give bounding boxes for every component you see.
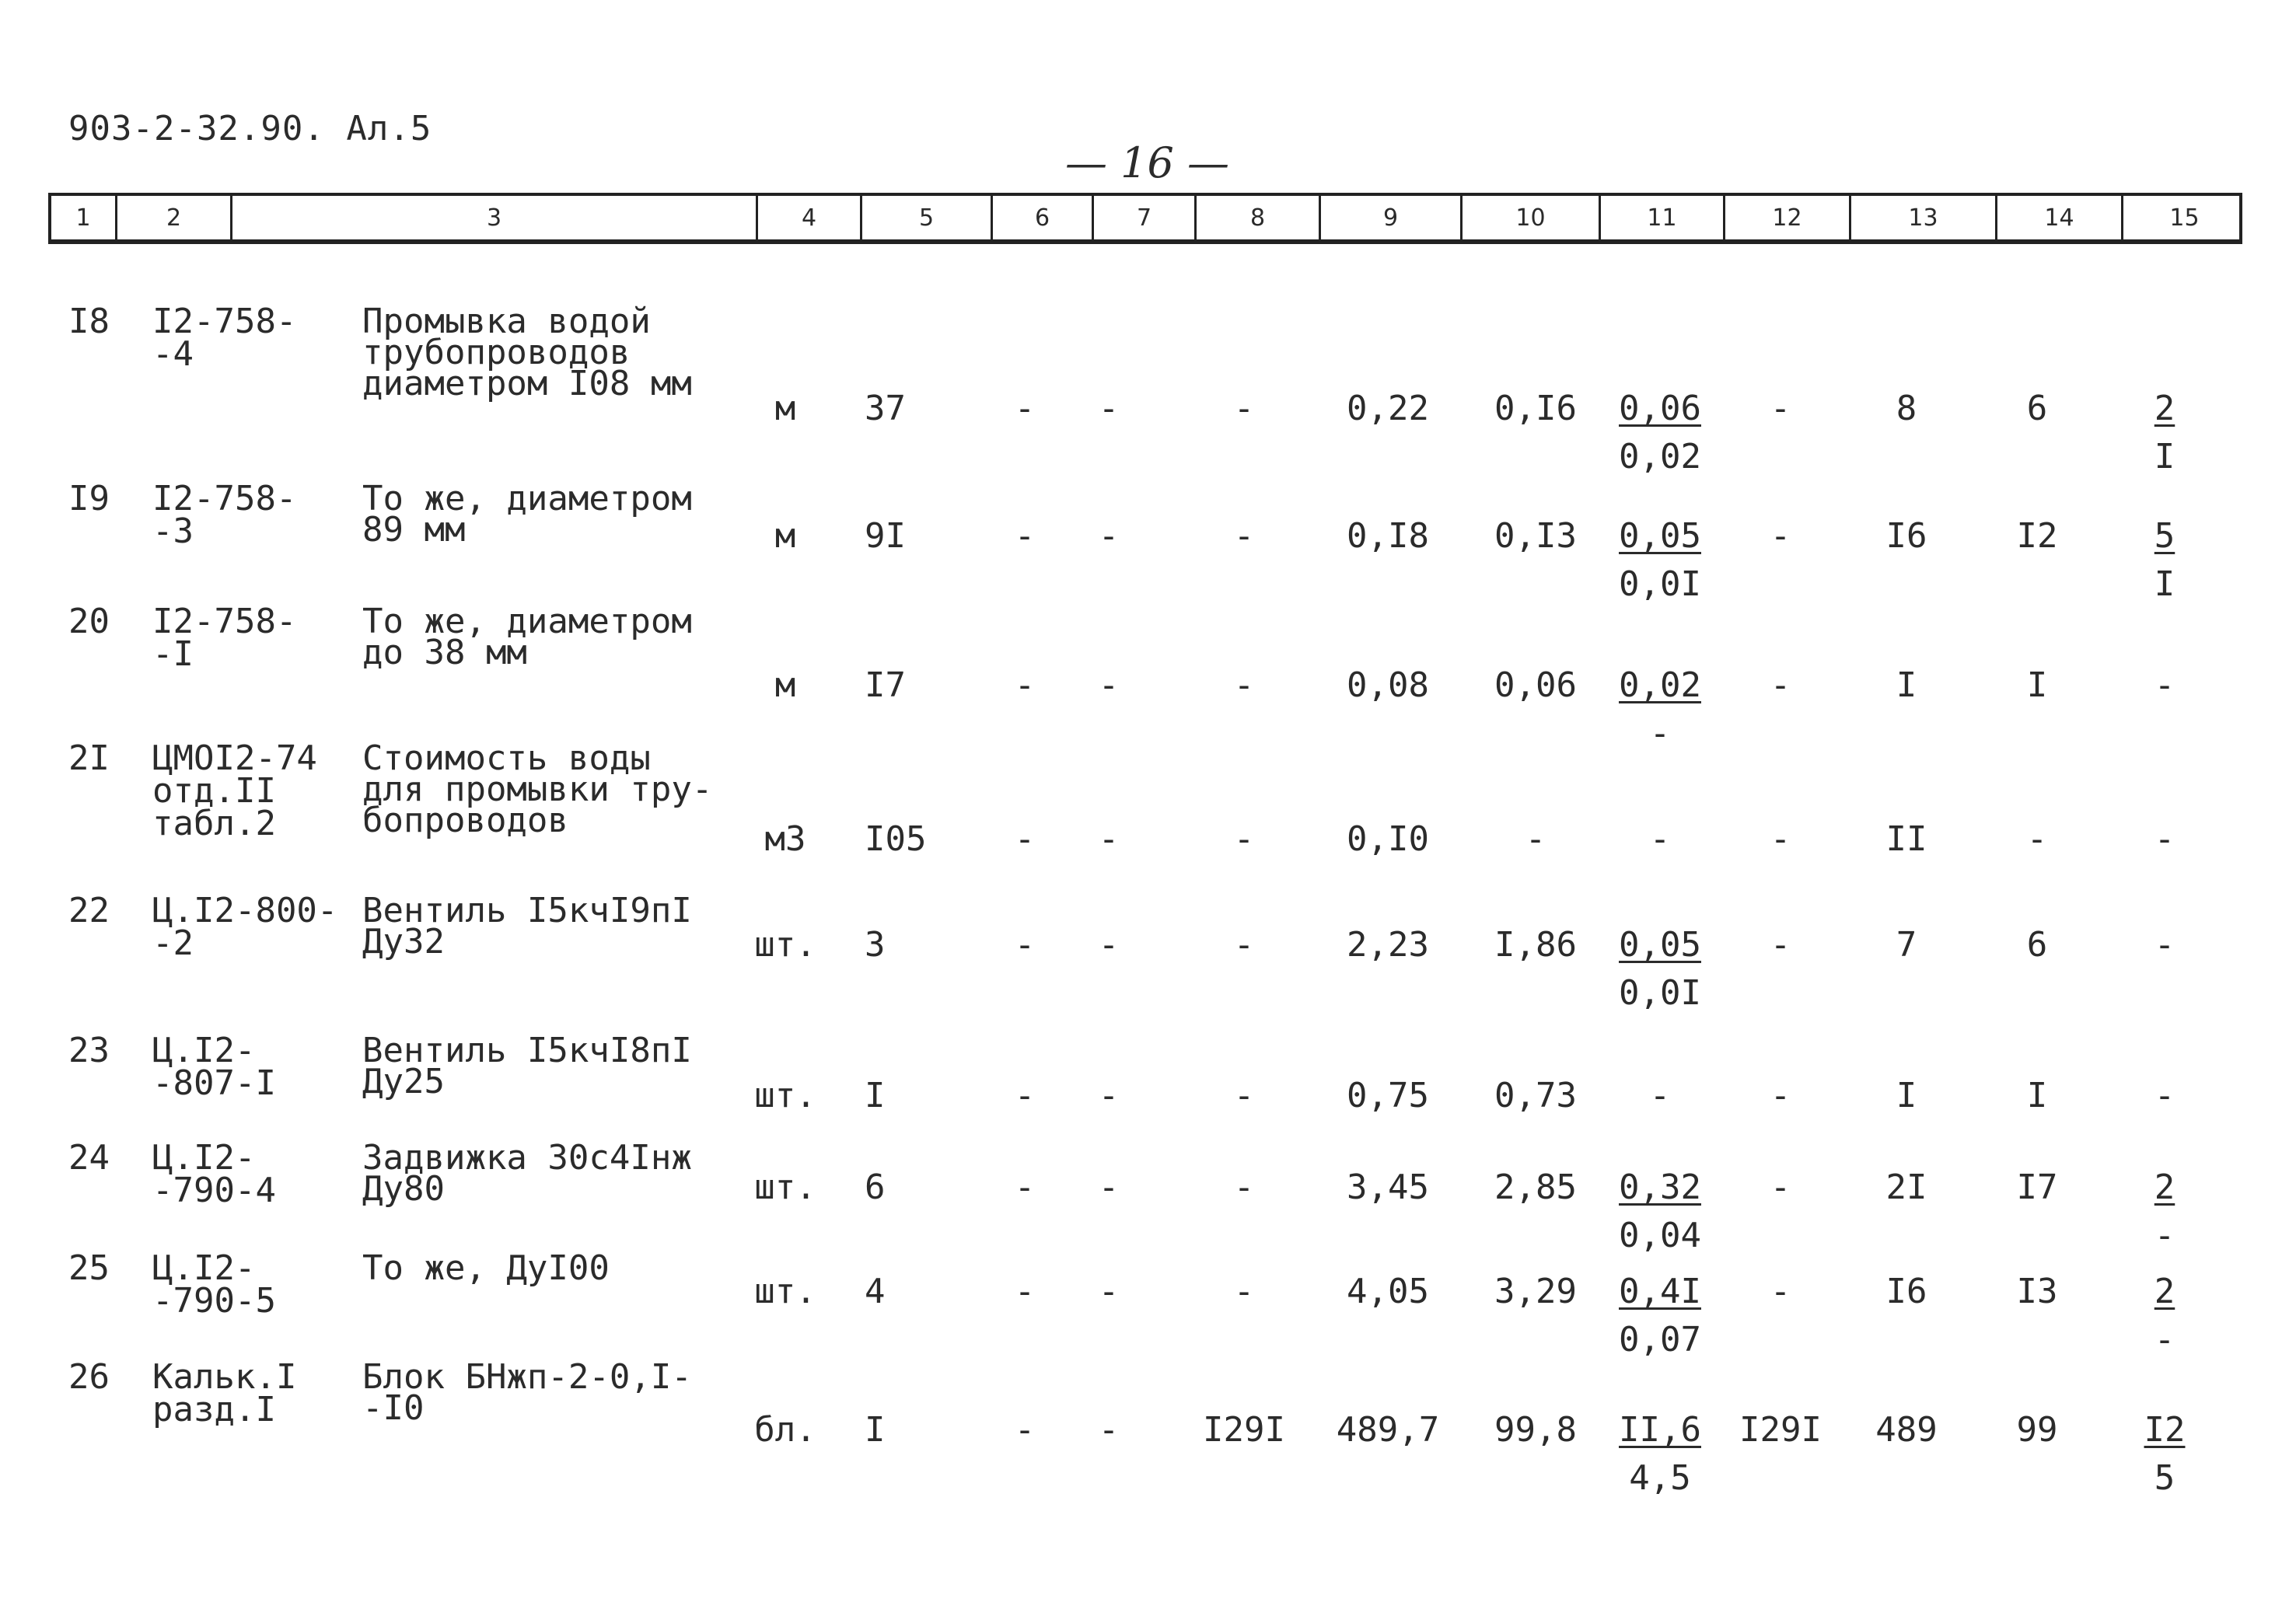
quantity-cell: I	[865, 1076, 886, 1115]
col11-cell: 0,4I	[1619, 1272, 1701, 1311]
col7-cell: -	[1098, 1167, 1120, 1207]
item-code: -807-I	[152, 1063, 276, 1103]
col8-cell: -	[1233, 1076, 1255, 1115]
col9-cell: 0,75	[1347, 1076, 1429, 1115]
column-header-3: 3	[230, 196, 756, 239]
col13-cell: I	[1896, 1076, 1917, 1115]
col9-cell: 0,I0	[1347, 819, 1429, 859]
item-name: 89 мм	[362, 510, 466, 550]
col15-cell: 5	[2154, 516, 2175, 556]
item-code: -790-5	[152, 1281, 276, 1321]
col9-cell: 0,22	[1347, 389, 1429, 428]
col7-cell: -	[1098, 1272, 1120, 1311]
col8-cell: -	[1233, 925, 1255, 965]
item-code: Ц.I2-	[152, 1248, 256, 1288]
col6-cell: -	[1014, 1410, 1036, 1450]
col11-cell-lower: 0,04	[1619, 1216, 1701, 1255]
col10-cell: 99,8	[1494, 1410, 1577, 1450]
col9-cell: 489,7	[1336, 1410, 1440, 1450]
quantity-cell: 9I	[865, 516, 906, 556]
col7-cell: -	[1098, 925, 1120, 965]
column-header-5: 5	[860, 196, 991, 239]
item-code: -790-4	[152, 1171, 276, 1210]
item-code: I2-758-	[152, 602, 297, 641]
unit-cell: шт.	[754, 1272, 816, 1311]
col13-cell: 2I	[1885, 1167, 1927, 1207]
col12-cell: -	[1770, 665, 1791, 705]
item-name: бопроводов	[362, 801, 568, 840]
item-code: Ц.I2-	[152, 1031, 256, 1070]
unit-cell: шт.	[754, 1076, 816, 1115]
col14-cell: I7	[2016, 1167, 2058, 1207]
item-code: -4	[152, 334, 194, 374]
col9-cell: 4,05	[1347, 1272, 1429, 1311]
col15-cell: -	[2154, 925, 2175, 965]
item-name: То же, диаметром	[362, 479, 692, 518]
item-code: -3	[152, 511, 194, 551]
col12-cell: -	[1770, 516, 1791, 556]
item-code: I2-758-	[152, 302, 297, 341]
col9-cell: 3,45	[1347, 1167, 1429, 1207]
row-number: 23	[68, 1031, 110, 1070]
col10-cell: 3,29	[1494, 1272, 1577, 1311]
col6-cell: -	[1014, 1167, 1036, 1207]
column-header-12: 12	[1723, 196, 1849, 239]
col9-cell: 0,I8	[1347, 516, 1429, 556]
column-header-2: 2	[115, 196, 230, 239]
quantity-cell: 37	[865, 389, 906, 428]
col15-cell: 2	[2154, 1167, 2175, 1207]
col14-cell: I2	[2016, 516, 2058, 556]
col12-cell: -	[1770, 1076, 1791, 1115]
quantity-cell: I	[865, 1410, 886, 1450]
col13-cell: 489	[1875, 1410, 1938, 1450]
unit-cell: шт.	[754, 925, 816, 965]
col8-cell: -	[1233, 665, 1255, 705]
col15-cell-lower: I	[2154, 564, 2175, 604]
col7-cell: -	[1098, 1410, 1120, 1450]
item-code: -2	[152, 923, 194, 963]
col8-cell: -	[1233, 1167, 1255, 1207]
col6-cell: -	[1014, 516, 1036, 556]
item-code: ЦМОI2-74	[152, 738, 317, 778]
item-code: Кальк.I	[152, 1357, 297, 1397]
col13-cell: II	[1885, 819, 1927, 859]
item-code: Ц.I2-	[152, 1138, 256, 1178]
col8-cell: -	[1233, 819, 1255, 859]
item-code: разд.I	[152, 1390, 276, 1429]
col6-cell: -	[1014, 1076, 1036, 1115]
col11-cell: 0,06	[1619, 389, 1701, 428]
col11-cell: 0,05	[1619, 925, 1701, 965]
col12-cell: -	[1770, 1167, 1791, 1207]
item-name: диаметром I08 мм	[362, 364, 692, 403]
column-header-9: 9	[1319, 196, 1460, 239]
column-header-7: 7	[1092, 196, 1194, 239]
col6-cell: -	[1014, 925, 1036, 965]
col12-cell: -	[1770, 925, 1791, 965]
col8-cell: -	[1233, 1272, 1255, 1311]
col11-cell-lower: 0,07	[1619, 1320, 1701, 1359]
item-name: Задвижка 30с4Iнж	[362, 1138, 692, 1178]
col11-cell-lower: 0,0I	[1619, 564, 1701, 604]
column-header-10: 10	[1460, 196, 1599, 239]
item-code: I2-758-	[152, 479, 297, 518]
col10-cell: I,86	[1494, 925, 1577, 965]
col7-cell: -	[1098, 516, 1120, 556]
quantity-cell: I7	[865, 665, 906, 705]
quantity-cell: 4	[865, 1272, 886, 1311]
unit-cell: шт.	[754, 1167, 816, 1207]
row-number: 22	[68, 891, 110, 930]
item-code: отд.II	[152, 771, 276, 811]
col10-cell: -	[1525, 819, 1546, 859]
col14-cell: I3	[2016, 1272, 2058, 1311]
col15-cell: 2	[2154, 389, 2175, 428]
item-name: То же, диаметром	[362, 602, 692, 641]
column-header-8: 8	[1194, 196, 1319, 239]
col10-cell: 2,85	[1494, 1167, 1577, 1207]
col10-cell: 0,I3	[1494, 516, 1577, 556]
table-header	[48, 193, 2242, 244]
unit-cell: м	[774, 516, 796, 556]
col12-cell: I29I	[1739, 1410, 1822, 1450]
col15-cell-lower: I	[2154, 437, 2175, 476]
item-code: табл.2	[152, 804, 276, 843]
col12-cell: -	[1770, 389, 1791, 428]
column-header-11: 11	[1599, 196, 1723, 239]
item-code: Ц.I2-800-	[152, 891, 338, 930]
row-number: 20	[68, 602, 110, 641]
col14-cell: 6	[2026, 925, 2048, 965]
col10-cell: 0,I6	[1494, 389, 1577, 428]
row-number: I8	[68, 302, 110, 341]
col6-cell: -	[1014, 665, 1036, 705]
item-name: Ду25	[362, 1062, 445, 1101]
unit-cell: бл.	[754, 1410, 816, 1450]
col8-cell: -	[1233, 516, 1255, 556]
col9-cell: 2,23	[1347, 925, 1429, 965]
col15-cell: 2	[2154, 1272, 2175, 1311]
item-code: -I	[152, 634, 194, 674]
col11-cell-lower: -	[1649, 714, 1671, 753]
item-name: Стоимость воды	[362, 738, 651, 778]
col13-cell: I6	[1885, 1272, 1927, 1311]
col14-cell: 6	[2026, 389, 2048, 428]
item-name: Промывка водой	[362, 302, 651, 341]
col14-cell: -	[2026, 819, 2048, 859]
col11-cell: II,6	[1619, 1410, 1701, 1450]
column-header-6: 6	[991, 196, 1092, 239]
col15-cell-lower: 5	[2154, 1458, 2175, 1498]
row-number: 2I	[68, 738, 110, 778]
row-number: 26	[68, 1357, 110, 1397]
col8-cell: I29I	[1203, 1410, 1285, 1450]
col11-cell: 0,32	[1619, 1167, 1701, 1207]
col15-cell: I2	[2144, 1410, 2186, 1450]
col14-cell: I	[2026, 665, 2048, 705]
col7-cell: -	[1098, 665, 1120, 705]
item-name: до 38 мм	[362, 633, 527, 672]
col14-cell: I	[2026, 1076, 2048, 1115]
quantity-cell: I05	[865, 819, 927, 859]
col15-cell-lower: -	[2154, 1216, 2175, 1255]
col11-cell: 0,05	[1619, 516, 1701, 556]
col7-cell: -	[1098, 1076, 1120, 1115]
unit-cell: м	[774, 665, 796, 705]
col8-cell: -	[1233, 389, 1255, 428]
col15-cell: -	[2154, 665, 2175, 705]
column-header-15: 15	[2121, 196, 2245, 239]
col14-cell: 99	[2016, 1410, 2058, 1450]
col11-cell: -	[1649, 819, 1671, 859]
page-number: — 16 —	[1065, 138, 1230, 187]
column-header-14: 14	[1995, 196, 2121, 239]
col12-cell: -	[1770, 819, 1791, 859]
col6-cell: -	[1014, 819, 1036, 859]
col11-cell-lower: 4,5	[1629, 1458, 1691, 1498]
col11-cell: 0,02	[1619, 665, 1701, 705]
col15-cell: -	[2154, 1076, 2175, 1115]
document-code: 903-2-32.90. Ал.5	[68, 109, 432, 148]
row-number: 25	[68, 1248, 110, 1288]
quantity-cell: 6	[865, 1167, 886, 1207]
col6-cell: -	[1014, 1272, 1036, 1311]
col11-cell-lower: 0,02	[1619, 437, 1701, 476]
col9-cell: 0,08	[1347, 665, 1429, 705]
item-name: трубопроводов	[362, 333, 631, 372]
quantity-cell: 3	[865, 925, 886, 965]
col15-cell: -	[2154, 819, 2175, 859]
col13-cell: 7	[1896, 925, 1917, 965]
item-name: Ду80	[362, 1169, 445, 1209]
col13-cell: 8	[1896, 389, 1917, 428]
item-name: Ду32	[362, 922, 445, 962]
column-header-1: 1	[75, 204, 91, 232]
item-name: для промывки тру-	[362, 770, 713, 809]
row-number: 24	[68, 1138, 110, 1178]
item-name: Вентиль I5кчI9пI	[362, 891, 692, 930]
column-header-13: 13	[1849, 196, 1995, 239]
item-name: Вентиль I5кчI8пI	[362, 1031, 692, 1070]
col10-cell: 0,06	[1494, 665, 1577, 705]
item-name: -I0	[362, 1388, 425, 1428]
item-name: Блок БНжп-2-0,I-	[362, 1357, 692, 1397]
unit-cell: м3	[764, 819, 806, 859]
col11-cell: -	[1649, 1076, 1671, 1115]
col13-cell: I	[1896, 665, 1917, 705]
col12-cell: -	[1770, 1272, 1791, 1311]
col7-cell: -	[1098, 819, 1120, 859]
item-name: То же, ДуI00	[362, 1248, 610, 1288]
col15-cell-lower: -	[2154, 1320, 2175, 1359]
unit-cell: м	[774, 389, 796, 428]
col13-cell: I6	[1885, 516, 1927, 556]
row-number: I9	[68, 479, 110, 518]
col6-cell: -	[1014, 389, 1036, 428]
col11-cell-lower: 0,0I	[1619, 973, 1701, 1013]
col7-cell: -	[1098, 389, 1120, 428]
column-header-4: 4	[756, 196, 860, 239]
col10-cell: 0,73	[1494, 1076, 1577, 1115]
